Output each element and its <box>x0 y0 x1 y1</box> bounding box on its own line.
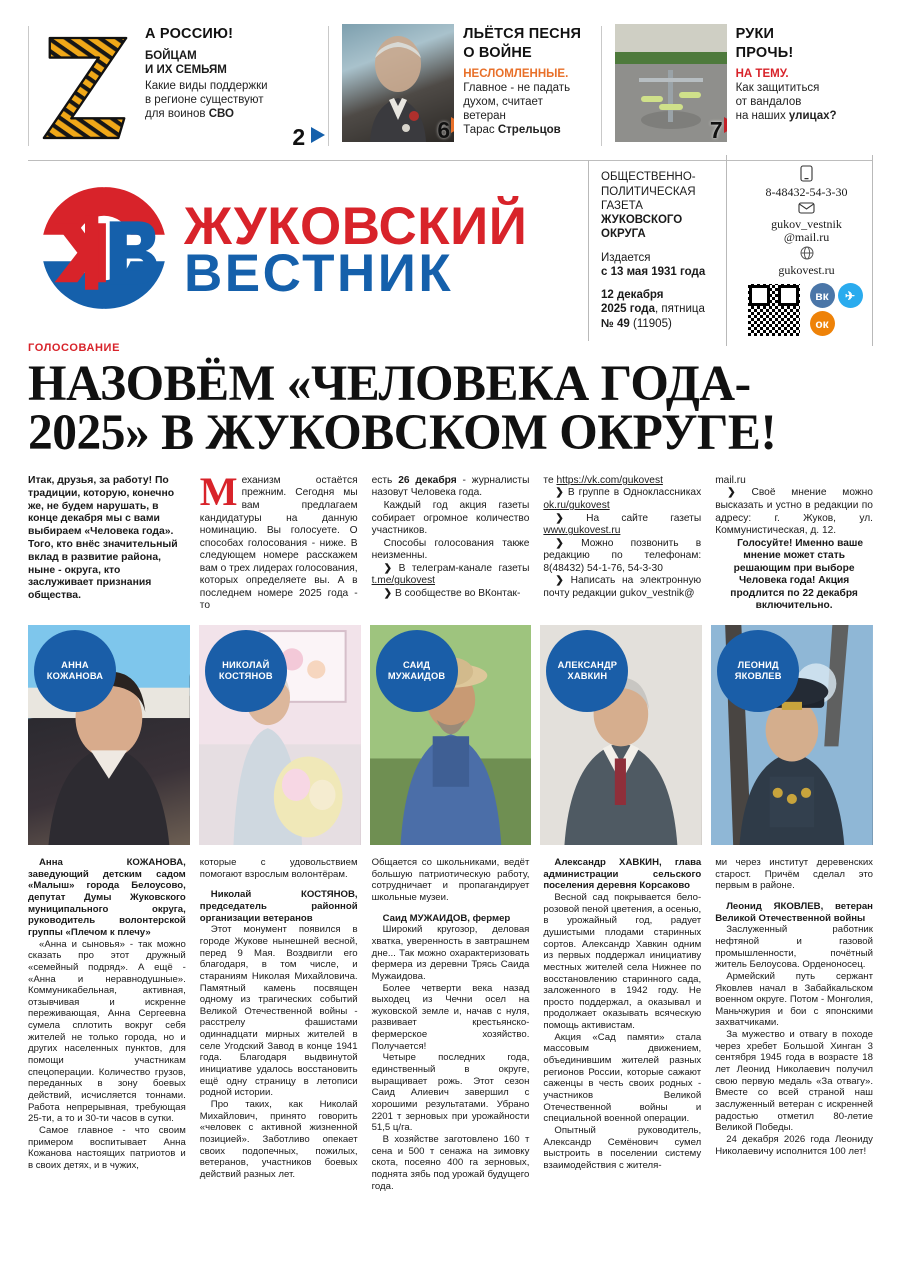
deadline-suffix: - журналисты назовут Человека года. <box>371 474 530 499</box>
lead-paragraph-methods: Способы голосования также неизменны. <box>371 537 530 562</box>
vote-method-telegram <box>372 563 530 588</box>
drop-cap: М <box>199 468 238 514</box>
candidate-first-name: АННА <box>61 659 89 670</box>
section-kicker: ГОЛОСОВАНИЕ <box>28 342 121 354</box>
phone-contact[interactable] <box>740 165 873 199</box>
candidate-5-lede: Леонид ЯКОВЛЕВ, ветеран Великой Отечественной войны <box>715 900 873 924</box>
candidate-name-badge <box>376 630 458 712</box>
teaser-page-number: 6 <box>437 117 451 142</box>
chevron-right-icon <box>308 125 328 150</box>
teaser-headline-line2: О ВОЙНЕ <box>463 44 532 61</box>
candidate-1-lede: Анна КОЖАНОВА, заведующий детским садом «Малыш» города Белоусово, депутат Думы Жуковского муниципального округа, руководитель волонтерской группы «Плечом к плечу» <box>28 856 186 938</box>
candidate-1-continuation: которые с удовольствием помогают взрослым волонтёрам. <box>199 856 358 880</box>
vote-method-telegram-text: В телеграм-канале газеты <box>398 562 530 574</box>
lead-column-1 <box>28 475 193 613</box>
candidate-1-paragraph-2: Самое главное - что своим примером воспитывает Анна Кожанова настоящих патриотов и в своих детях, и в чужих, <box>28 1125 186 1172</box>
teaser-body-line3 <box>145 107 328 121</box>
vote-method-email-text: Написать на электронную почту редакции gukov_vestnik@ <box>543 575 702 599</box>
vote-method-phone <box>543 538 701 576</box>
teaser-page-ref[interactable] <box>145 125 328 150</box>
candidate-4-paragraph-1: Весной сад покрывается бело-розовой пеной цветения, а осенью, в урожайный год, радует душистыми плодами старинных сортов. Александр Хавкин одним из первых поддержал инициативу местных жителей села Нижнее по восстановлению старинного сада, заложенного в 1942 году. Не просто поддержал, а оказывал и продолжает оказывать всяческую помощь активистам. <box>543 891 702 1032</box>
candidate-4-continuation: ми через институт деревенских старост. Причём сделал это первым в районе. <box>715 856 873 892</box>
bullet-arrow-icon: ❯ <box>555 487 568 499</box>
teaser-body-line3-text: на наших <box>735 110 789 123</box>
vk-icon[interactable]: вк <box>810 283 835 308</box>
lead-paragraph-deadline <box>372 475 530 500</box>
newspaper-logo[interactable] <box>28 172 588 329</box>
teaser-song-about-war[interactable] <box>328 24 600 148</box>
candidate-card-5[interactable] <box>711 625 873 845</box>
email-domain-cont: mail.ru <box>715 474 746 486</box>
logo-wordmark <box>184 196 528 303</box>
teaser-svo-support[interactable] <box>28 24 328 151</box>
bullet-arrow-icon: ❯ <box>555 575 571 587</box>
teaser-kicker: НЕСЛОМЛЕННЫЕ. <box>463 68 569 81</box>
candidate-1-paragraph-1: «Анна и сыновья» - так можно сказать про этот дружный «семейный подряд». А ещё - «Анна и неравнодушные». Коммуникабельная, активная, отзывчивая и искренне переживающая, Анна Сергеевна сумела сплотить вокруг себя жителей не только города, но и других населенных пунктов, для помощи участникам спецоперации. Количество грузов, переданных в зону боевых действий, исчисляется тоннами. Работа непрерывная, требующая 25-ти, а то и 30-ти часов в сутки. <box>28 938 186 1125</box>
candidate-4-paragraph-2: Акция «Сад памяти» стала массовым движением, объединившим жителей разных регионов России, которые сажают саженцы в честь своих родных - участников Великой Отечественной войны и специальной военной операции. <box>543 1031 702 1125</box>
playground-carousel-photo <box>615 24 727 142</box>
teaser-body-line3: ветеран <box>463 110 506 123</box>
email-contact[interactable] <box>740 201 873 244</box>
teaser-page-number: 2 <box>292 124 306 151</box>
lead-column-5 <box>708 475 873 613</box>
article-column-1 <box>28 857 193 1192</box>
odnoklassniki-icon[interactable]: ок <box>810 311 835 336</box>
candidate-last-name: КОЖАНОВА <box>46 670 104 681</box>
candidate-3-paragraph-4: В хозяйстве заготовлено 160 т сена и 500 т сенажа на зимовку скота, посеяно 400 га зерновых, поднята зябь под урожай будущего года. <box>371 1134 530 1192</box>
descriptor-line1: ОБЩЕСТВЕННО- <box>601 171 696 184</box>
candidate-card-3[interactable] <box>370 625 532 845</box>
article-column-5 <box>708 857 873 1192</box>
teaser-kicker-line2: И ИХ СЕМЬЯМ <box>145 63 227 76</box>
phone-icon <box>800 165 813 186</box>
vk-cont-prefix: те <box>543 474 557 486</box>
teaser-body-line2: духом, считает <box>463 96 543 109</box>
founded-value: с 13 мая 1931 года <box>601 265 706 278</box>
candidate-2-paragraph-2: Про таких, как Николай Михайлович, принято говорить «человек с активной жизненной позицией». Заботливо опекает своих подопечных, пожилых, ветеранов, участников боевых действий разных лет. <box>199 1099 358 1181</box>
lead-column-3 <box>365 475 537 613</box>
lead-intro: Итак, друзья, за работу! По традиции, которую, конечно же, не будем нарушать, в конце декабря мы с вами выбираем «Человека года». Того, кто внёс значительный вклад в развитие района, ныне - округа, кто заслуживает признания общества. <box>28 474 178 602</box>
masthead-contacts <box>726 165 873 337</box>
founded-label: Издается <box>601 251 651 264</box>
teaser-body-line4 <box>463 123 600 137</box>
email-line2: @mail.ru <box>783 230 830 244</box>
globe-icon <box>800 246 814 264</box>
veteran-portrait-photo <box>342 24 454 142</box>
website-url: gukovest.ru <box>778 263 835 278</box>
candidate-last-name: КОСТЯНОВ <box>218 670 273 681</box>
teaser-page-number: 7 <box>709 117 723 142</box>
vote-method-inperson <box>715 487 873 537</box>
teaser-body-line3-bold: СВО <box>208 108 234 121</box>
vote-method-email <box>543 575 701 600</box>
candidate-3-paragraph-2: Более четверти века назад выходец из Чечни осел на жуковской земле и, начав с нуля, развивает крестьянско-фермерское хозяйство. Получается! <box>371 982 530 1052</box>
deadline-date: 26 декабря <box>398 474 457 486</box>
logo-title-line2: ВЕСТНИК <box>184 243 454 303</box>
teaser-headline-line1: ЛЬЁТСЯ ПЕСНЯ <box>463 26 582 42</box>
vote-method-phone-text: Можно позвонить в редакцию по телефонам: 8(48432) 54-1-76, 54-3-30 <box>543 537 702 574</box>
issue-number: № 49 <box>601 317 630 330</box>
article-column-4 <box>536 857 708 1192</box>
website-contact[interactable] <box>740 246 873 277</box>
issue-code: (11905) <box>633 317 672 330</box>
vote-method-vk-cont <box>543 475 701 488</box>
vote-method-ok <box>543 487 701 512</box>
candidate-last-name: ЯКОВЛЕВ <box>734 670 782 681</box>
teaser-body-line2: в регионе существуют <box>145 94 264 107</box>
descriptor-line2: ПОЛИТИЧЕСКАЯ <box>601 185 696 198</box>
teaser-headline-line2: ПРОЧЬ! <box>735 44 794 61</box>
deadline-prefix: есть <box>371 474 399 486</box>
teaser-body-line4-text: Тарас <box>463 124 498 137</box>
candidate-name-badge <box>34 630 116 712</box>
email-line1: gukov_vestnik <box>771 216 842 231</box>
candidate-description-columns <box>0 845 901 1192</box>
candidate-last-name: МУЖАИДОВ <box>387 670 446 681</box>
candidate-3-paragraph-1: Широкий кругозор, деловая хватка, уверенность в завтрашнем дне... Так можно охарактеризовать фермера из деревни Трясь Саида Мужаидова. <box>371 924 530 982</box>
candidate-card-2[interactable] <box>199 625 361 845</box>
logo-title-line1: ЖУКОВСКИЙ <box>184 196 528 256</box>
social-links <box>810 283 866 336</box>
vote-method-site <box>543 513 701 538</box>
teaser-body-line1: Какие виды поддержки <box>145 80 268 93</box>
phone-number: 8-48432-54-3-30 <box>765 184 848 199</box>
teaser-headline-line1: РУКИ <box>735 26 775 42</box>
zhv-monogram-logo <box>28 172 180 329</box>
candidate-2-paragraph-1: Этот монумент появился в городе Жукове нынешней весной, перед 9 Мая. Воздвигли его благодаря, в том числе, и стараниям Николая Михайловича. Памятный камень посвящен одному из трагических событий Великой Отечественной войны - расстрелу фашистами одиннадцати мирных жителей в селе Угодский Завод в конце 1941 года. Благодаря выдвинутой инициативе удалось восстановить ещё одну страницу в летописи родной истории. <box>199 924 358 1099</box>
site-link-part1[interactable]: www. <box>543 525 568 537</box>
candidate-photo-row <box>0 613 901 845</box>
teaser-body-line2: от вандалов <box>735 96 802 109</box>
article-column-3 <box>365 857 537 1192</box>
candidate-5-paragraph-1: Заслуженный работник нефтяной и газовой промышленности, почётный житель Белоусова. Орденоносец. <box>715 924 873 971</box>
teaser-body-line1: Главное - не падать <box>463 82 571 95</box>
headline-line1: НАЗОВЁМ «ЧЕЛОВЕКА ГОДА- <box>28 356 751 412</box>
candidate-5-paragraph-4: 24 декабря 2026 года Леониду Николаевичу исполнится 100 лет! <box>715 1134 873 1157</box>
telegram-icon[interactable]: ✈ <box>838 283 863 308</box>
teaser-kicker: НА ТЕМУ. <box>735 68 789 81</box>
candidate-4-lede: Александр ХАВКИН, глава администрации сельского поселения деревня Корсаково <box>543 856 702 892</box>
descriptor-line4: ЖУКОВСКОГО <box>601 214 683 226</box>
vote-method-inperson-text: Своё мнение можно высказать и устно в редакции по адресу: г. Жуков, ул. Коммунистическая, д. 12. <box>715 487 873 537</box>
headline-line2: 2025» В ЖУКОВСКОМ ОКРУГЕ! <box>28 405 777 462</box>
envelope-icon <box>798 201 815 218</box>
candidate-name-badge <box>205 630 287 712</box>
candidate-last-name: ХАВКИН <box>567 670 608 681</box>
teaser-hands-off[interactable] <box>601 24 873 148</box>
page-title <box>28 356 848 462</box>
teaser-body-line3-text: для воинов <box>145 108 209 121</box>
candidate-5-paragraph-3: За мужество и отвагу в походе через хребет Большой Хинган 3 сентября 1945 года в возрасте 18 лет Леонид Николаевич получил свою первую медаль «За отвагу». Вместе со всей страной наш заслуженный ветеран с искренней радостью отметил 80-летие Великой Победы. <box>715 1029 873 1134</box>
lead-paragraph-participants: Каждый год акция газеты собирает огромное количество участников. <box>371 500 530 537</box>
descriptor-line5: ОКРУГА <box>601 228 646 241</box>
candidate-3-paragraph-3: Четыре последних года, единственный в округе, выращивает рожь. Этот сезон Саид Алиевич завершил с хорошими результатами. Убрано 2201 т зерновых при урожайности 51,5 ц/га. <box>371 1052 530 1134</box>
candidate-first-name: НИКОЛАЙ <box>222 659 270 670</box>
teaser-kicker-line1: БОЙЦАМ <box>145 49 197 62</box>
teaser-body-line3 <box>736 109 873 123</box>
z-ribbon-icon <box>38 24 136 151</box>
candidate-2-lede: Николай КОСТЯНОВ, председатель районной организации ветеранов <box>199 889 358 924</box>
article-column-2 <box>193 857 365 1192</box>
issue-weekday: , пятница <box>655 303 705 316</box>
teaser-body-line1: Как защититься <box>735 82 820 95</box>
issue-date-line2: 2025 года <box>601 303 655 316</box>
candidate-5-paragraph-2: Армейский путь сержант Яковлев начал в Забайкальском военном округе. Потом - Монголия, Маньчжурия и бои с японскими захватчиками. <box>715 970 873 1029</box>
bullet-arrow-icon: ❯ <box>383 587 395 599</box>
vote-method-vk-text: В сообществе во ВКонтак- <box>394 587 521 599</box>
candidate-4-paragraph-3: Опытный руководитель, Александр Семёнович сумел выстроить в поселении систему взаимодействия с жителя- <box>543 1125 702 1172</box>
bullet-arrow-icon: ❯ <box>555 512 587 524</box>
site-link-part2[interactable]: gukovest.ru <box>567 525 621 537</box>
candidate-card-4[interactable] <box>540 625 702 845</box>
candidate-3-lede: Саид МУЖАИДОВ, фермер <box>382 912 511 924</box>
candidate-first-name: АЛЕКСАНДР <box>557 659 618 670</box>
candidate-first-name: ЛЕОНИД <box>737 659 779 670</box>
lead-headline-block <box>0 336 901 463</box>
teaser-body-line4-bold: Стрельцов <box>497 124 561 137</box>
vk-link[interactable]: https://vk.com/gukovest <box>556 474 663 486</box>
vote-call-to-action: Голосуйте! Именно ваше мнение может стать решающим при выборе Человека года! Акция продлится по 22 декабря включительно. <box>730 537 864 612</box>
bullet-arrow-icon: ❯ <box>555 537 582 549</box>
qr-code-icon[interactable] <box>748 284 800 336</box>
candidate-2-continuation: Общается со школьниками, ведёт большую патриотическую работу, сотрудничает и пропагандирует школьные музеи. <box>371 856 530 903</box>
candidate-name-badge <box>546 630 628 712</box>
teaser-headline: А РОССИЮ! <box>145 26 234 42</box>
lead-text-columns <box>0 463 901 613</box>
vote-method-ok-text: В группе в Одноклассниках <box>567 487 702 499</box>
lead-paragraph: еханизм остаётся прежним. Сегодня мы вам предлагаем кандидатуры на данную номинацию. Вы голосуете. О способах голосования - ниже. В следующем номере расскажем вам о трех лидерах голосования, которых определяете вы. А в последнем номере 2025 года - то <box>199 474 358 612</box>
masthead-descriptor <box>588 170 726 331</box>
lead-column-4 <box>536 475 708 613</box>
descriptor-line3: ГАЗЕТА <box>601 199 643 212</box>
telegram-link[interactable]: t.me/gukovest <box>371 575 436 587</box>
candidate-card-1[interactable] <box>28 625 190 845</box>
teaser-body-line3-bold: улицах? <box>788 110 837 123</box>
candidate-first-name: САИД <box>402 659 431 670</box>
ok-link[interactable]: ok.ru/gukovest <box>543 500 610 512</box>
top-teaser-strip <box>0 0 901 160</box>
issue-date-line1: 12 декабря <box>601 289 664 301</box>
vote-method-site-text: На сайте газеты <box>586 512 702 524</box>
vote-method-vk <box>372 588 530 601</box>
lead-column-2 <box>193 468 365 613</box>
bullet-arrow-icon: ❯ <box>383 562 399 574</box>
bullet-arrow-icon: ❯ <box>727 487 752 499</box>
masthead <box>0 161 901 336</box>
candidate-name-badge <box>717 630 799 712</box>
